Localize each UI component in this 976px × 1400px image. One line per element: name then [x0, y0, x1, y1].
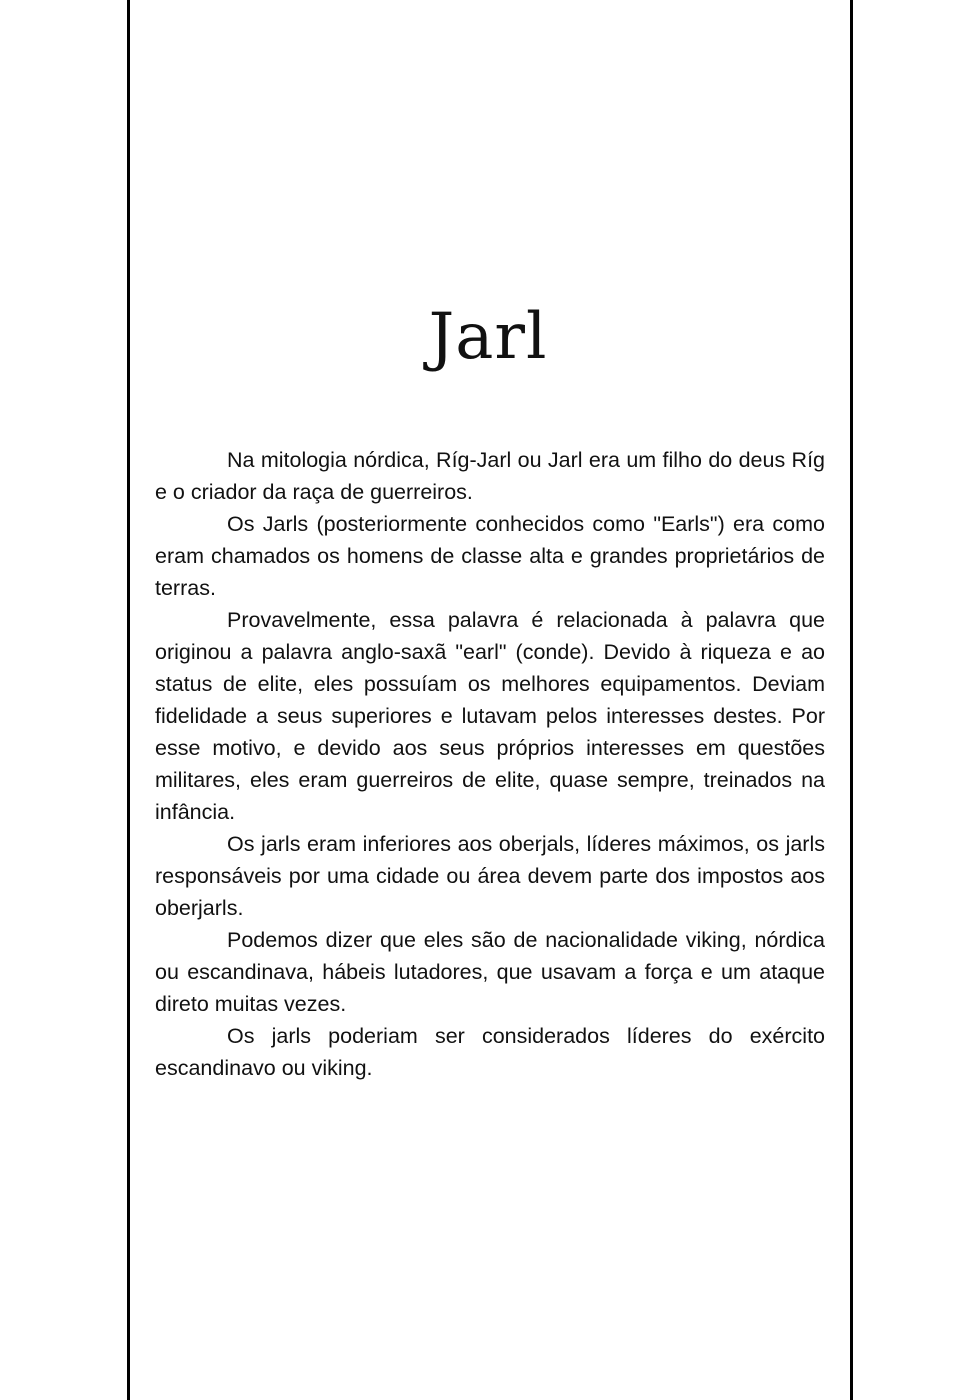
paragraph-4: Os jarls eram inferiores aos oberjals, líderes máximos, os jarls responsáveis por uma cidade ou área devem parte dos impostos aos oberjarls.: [155, 832, 825, 920]
paragraph-2: Os Jarls (posteriormente conhecidos como "Earls") era como eram chamados os homens de classe alta e grandes proprietários de terras.: [155, 512, 825, 600]
paragraph-6: Os jarls poderiam ser considerados líderes do exército escandinavo ou viking.: [155, 1024, 825, 1080]
body-text: [155, 444, 825, 1084]
paragraph-1: Na mitologia nórdica, Ríg-Jarl ou Jarl era um filho do deus Ríg e o criador da raça de guerreiros.: [155, 448, 825, 504]
paragraph-3: Provavelmente, essa palavra é relacionada à palavra que originou a palavra anglo-saxã "earl" (conde). Devido à riqueza e ao status de elite, eles possuíam os melhores equipamentos. Deviam fidelidade a seus superiores e lutavam pelos interesses destes. Por esse motivo, e devido aos seus próprios interesses em questões militares, eles eram guerreiros de elite, quase sempre, treinados na infância.: [155, 608, 825, 824]
page-title: Jarl: [428, 300, 548, 374]
paragraph-5: Podemos dizer que eles são de nacionalidade viking, nórdica ou escandinava, hábeis lutadores, que usavam a força e um ataque direto muitas vezes.: [155, 928, 825, 1016]
